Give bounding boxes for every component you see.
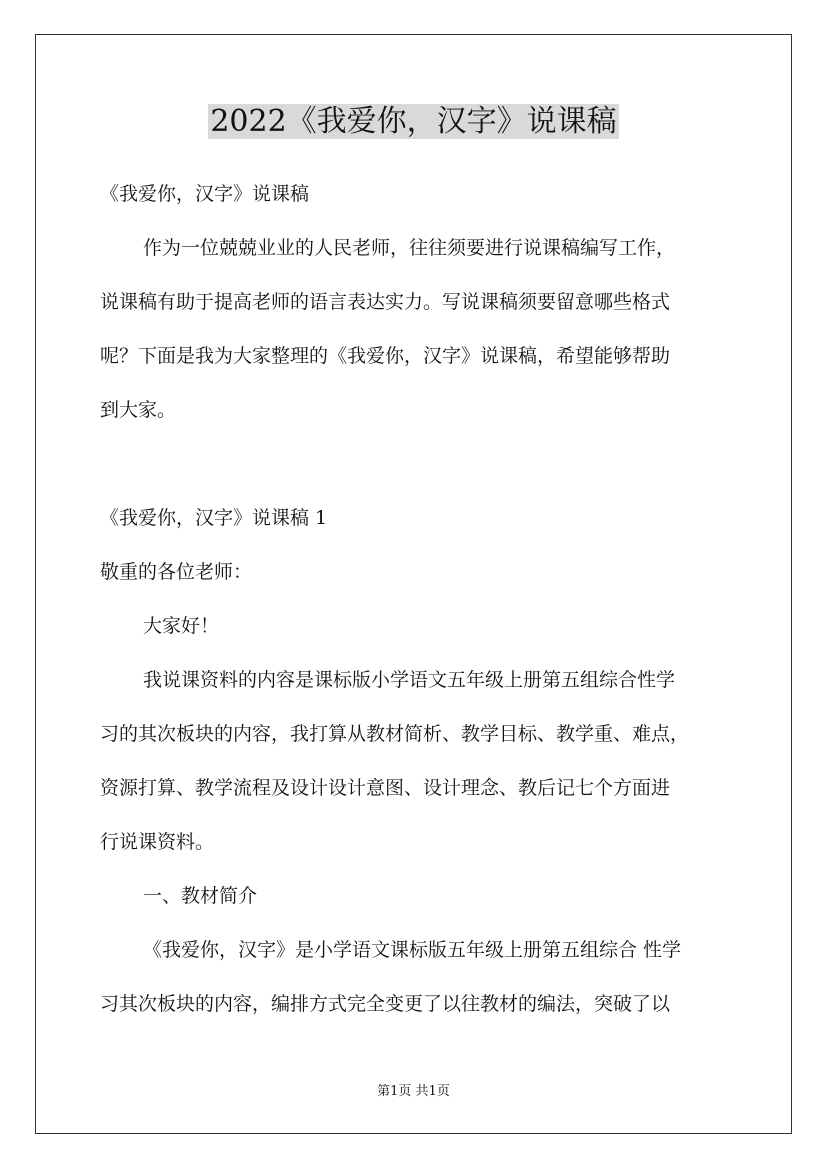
intro-line-4: 到大家。 — [100, 399, 177, 421]
greeting: 大家好！ — [143, 615, 220, 637]
page-footer: 第1页 共1页 — [377, 1084, 450, 1099]
material-subheading: 一、教材简介 — [143, 885, 258, 907]
body-line-3: 资源打算、教学流程及设计设计意图、设计理念、教后记七个方面进 — [100, 777, 671, 799]
document-subtitle: 《我爱你，汉字》说课稿 — [100, 183, 310, 205]
document-title — [0, 100, 827, 144]
intro-line-2: 说课稿有助于提高老师的语言表达实力。写说课稿须要留意哪些格式 — [100, 291, 671, 313]
intro-line-1: 作为一位兢兢业业的人民老师，往往须要进行说课稿编写工作， — [143, 237, 676, 259]
intro-line-3: 呢？下面是我为大家整理的《我爱你，汉字》说课稿，希望能够帮助 — [100, 345, 671, 367]
body-line-4: 行说课资料。 — [100, 831, 215, 853]
document-title-text: 2022《我爱你，汉字》说课稿 — [210, 104, 617, 139]
body-line-2: 习的其次板块的内容，我打算从教材简析、教学目标、教学重、难点， — [100, 723, 690, 745]
body-line-1: 我说课资料的内容是课标版小学语文五年级上册第五组综合性学 — [143, 669, 676, 691]
material-line-1: 《我爱你，汉字》是小学语文课标版五年级上册第五组综合 性学 — [143, 939, 682, 961]
salutation: 敬重的各位老师： — [100, 561, 253, 583]
material-line-2: 习其次板块的内容，编排方式完全变更了以往教材的编法，突破了以 — [100, 993, 671, 1015]
section-heading: 《我爱你，汉字》说课稿 1 — [100, 507, 328, 529]
